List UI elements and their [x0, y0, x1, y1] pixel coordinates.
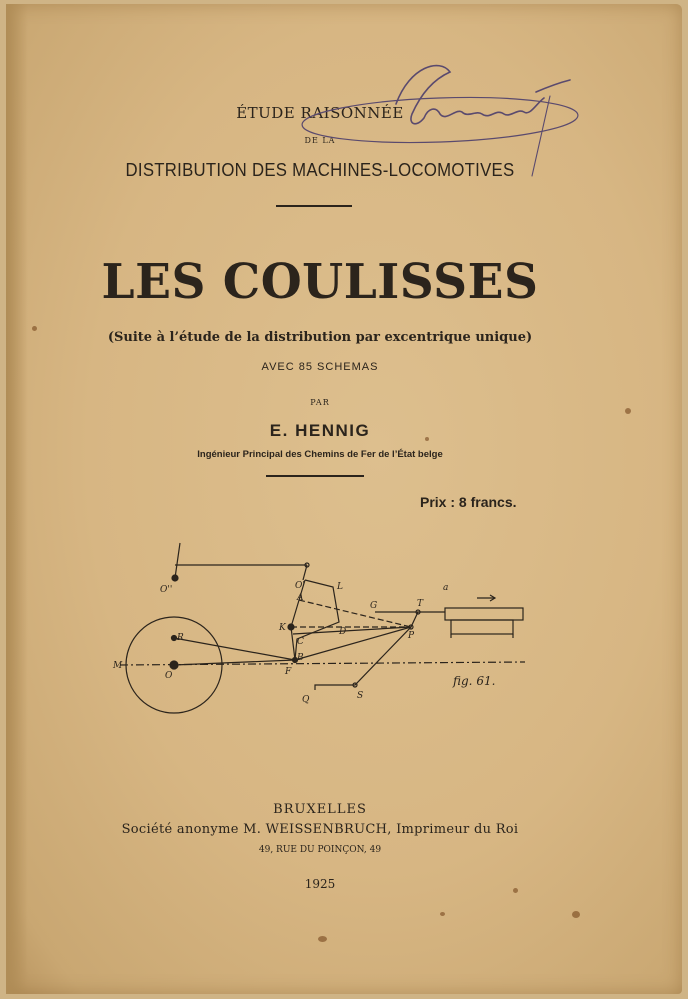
label-o: O — [165, 671, 173, 681]
label-g: G — [370, 601, 378, 611]
label-c: C — [297, 637, 304, 647]
author-affiliation: Ingénieur Principal des Chemins de Fer de l’État belge — [197, 449, 443, 460]
publisher-line: Société anonyme M. WEISSENBRUCH, Imprimeur du Roi — [121, 822, 519, 837]
label-a: A — [297, 593, 304, 603]
foxing-stain — [625, 408, 631, 414]
cover-connector: DE LA — [304, 136, 336, 145]
foxing-stain — [318, 936, 327, 942]
label-b: B — [297, 653, 304, 663]
author-name: E. HENNIG — [269, 421, 371, 440]
label-q: Q — [302, 695, 310, 705]
publisher-city: BRUXELLES — [273, 802, 367, 817]
by-line: PAR — [310, 398, 330, 407]
label-o-double-prime: O'' — [160, 585, 173, 595]
subtitle: (Suite à l’étude de la distribution par excentrique unique) — [107, 330, 533, 345]
label-l: L — [337, 582, 343, 592]
series-title: DISTRIBUTION DES MACHINES-LOCOMOTIVES — [125, 160, 515, 180]
foxing-stain — [572, 911, 580, 918]
publication-year: 1925 — [304, 877, 336, 891]
label-k: K — [279, 623, 286, 633]
schemas-count: AVEC 85 SCHEMAS — [261, 361, 379, 373]
label-s: S — [357, 691, 364, 701]
title-divider — [276, 205, 352, 207]
label-d: D — [339, 627, 347, 637]
foxing-stain — [440, 912, 445, 916]
label-m: M — [113, 661, 123, 671]
handwritten-signature — [300, 56, 590, 186]
figure-caption: fig. 61. — [453, 674, 496, 688]
foxing-stain — [513, 888, 518, 893]
label-f: F — [285, 667, 292, 677]
label-t: T — [417, 599, 424, 609]
label-r: R — [177, 633, 184, 643]
publisher-address: 49, RUE DU POINÇON, 49 — [258, 845, 382, 855]
foxing-stain — [425, 437, 429, 441]
price: Prix : 8 francs. — [420, 494, 517, 510]
cover-kicker: ÉTUDE RAISONNÉE — [236, 104, 404, 122]
label-a-small: a — [443, 583, 449, 593]
main-title: LES COULISSES — [101, 254, 539, 310]
author-divider — [266, 475, 364, 477]
label-p: P — [408, 631, 415, 641]
valve-gear-diagram — [105, 540, 535, 725]
foxing-stain — [32, 326, 37, 331]
label-o-prime: O' — [295, 581, 305, 591]
